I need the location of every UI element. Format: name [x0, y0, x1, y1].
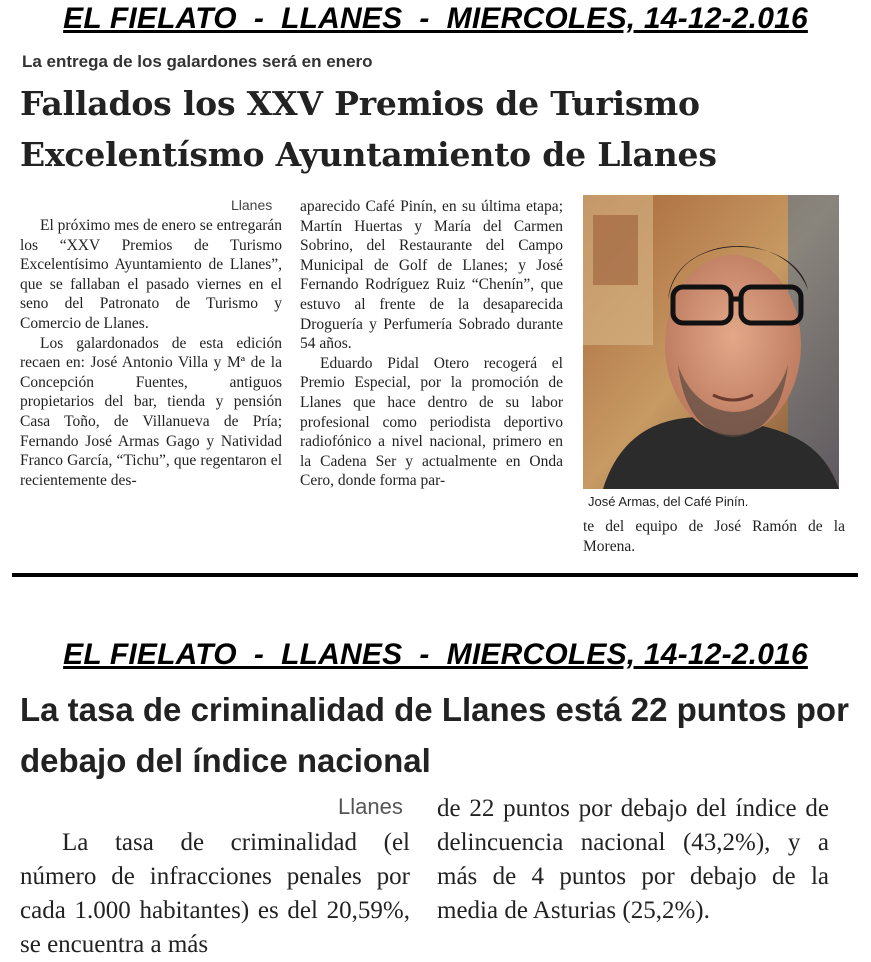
article2-place: Llanes: [338, 794, 403, 819]
article1-column-3: [583, 517, 845, 556]
article1-title: Fallados los XXV Premios de Turismo Excelentísmo Ayuntamiento de Llanes: [20, 84, 717, 174]
article1-column-1: [20, 216, 282, 490]
article1-col2-paragraph-2: Eduardo Pidal Otero recogerá el Premio Especial, por la promoción de Llanes que hace dentro de su labor profesional como periodista deportivo radiofónico a nivel nacional, primero en la Cadena Ser y actualmente en Onda Cero, donde forma par-: [300, 354, 563, 490]
article1-col2-paragraph-1: aparecido Café Pinín, en su última etapa; Martín Huertas y María del Carmen Sobrino, del Restaurante del Campo Municipal de Golf de Llanes; y José Fernando Rodríguez Ruiz “Chenín”, que estuvo al frente de la desaparecida Droguería y Perfumería Sobrado durante 54 años.: [300, 198, 563, 353]
article2-column-2: [437, 792, 829, 928]
photo-caption: José Armas, del Café Pinín.: [588, 494, 749, 509]
newspaper-header-top: EL FIELATO - LLANES - MIERCOLES, 14-12-2.016: [63, 2, 808, 35]
newspaper-header-bottom: EL FIELATO - LLANES - MIERCOLES, 14-12-2.016: [63, 638, 808, 671]
article2-title: La tasa de criminalidad de Llanes está 22 puntos por debajo del índice nacional: [20, 691, 849, 779]
article1-col3-paragraph-1: te del equipo de José Ramón de la Morena.: [583, 518, 845, 555]
section-divider: [12, 573, 858, 577]
portrait-photo: [583, 195, 839, 489]
article2-column-1: [20, 826, 410, 962]
article1-column-2: [300, 197, 563, 491]
article1-col1-paragraph-2: Los galardonados de esta edición recaen en: José Antonio Villa y Mª de la Concepción Fuentes, antiguos propietarios del bar, tienda y pensión Casa Toño, de Villanueva de Pría; Fernando José Armas Gago y Natividad Franco García, “Tichu”, que regentaron el recientemente des-: [20, 334, 282, 489]
article1-kicker: La entrega de los galardones será en enero: [22, 52, 373, 71]
article1-place: Llanes: [231, 197, 273, 213]
article2-col2-text: de 22 puntos por debajo del índice de delincuencia nacional (43,2%), y a más de 4 puntos por debajo de la media de Asturias (25,2%).: [437, 795, 829, 924]
article2-col1-text: La tasa de criminalidad (el número de infracciones penales por cada 1.000 habitantes) es del 20,59%, se encuentra a más: [20, 829, 410, 958]
article1-col1-paragraph-1: El próximo mes de enero se entregarán los “XXV Premios de Turismo Excelentísimo Ayuntamiento de Llanes”, que se fallaban el pasado viernes en el seno del Patronato de Turismo y Comercio de Llanes.: [20, 217, 282, 332]
